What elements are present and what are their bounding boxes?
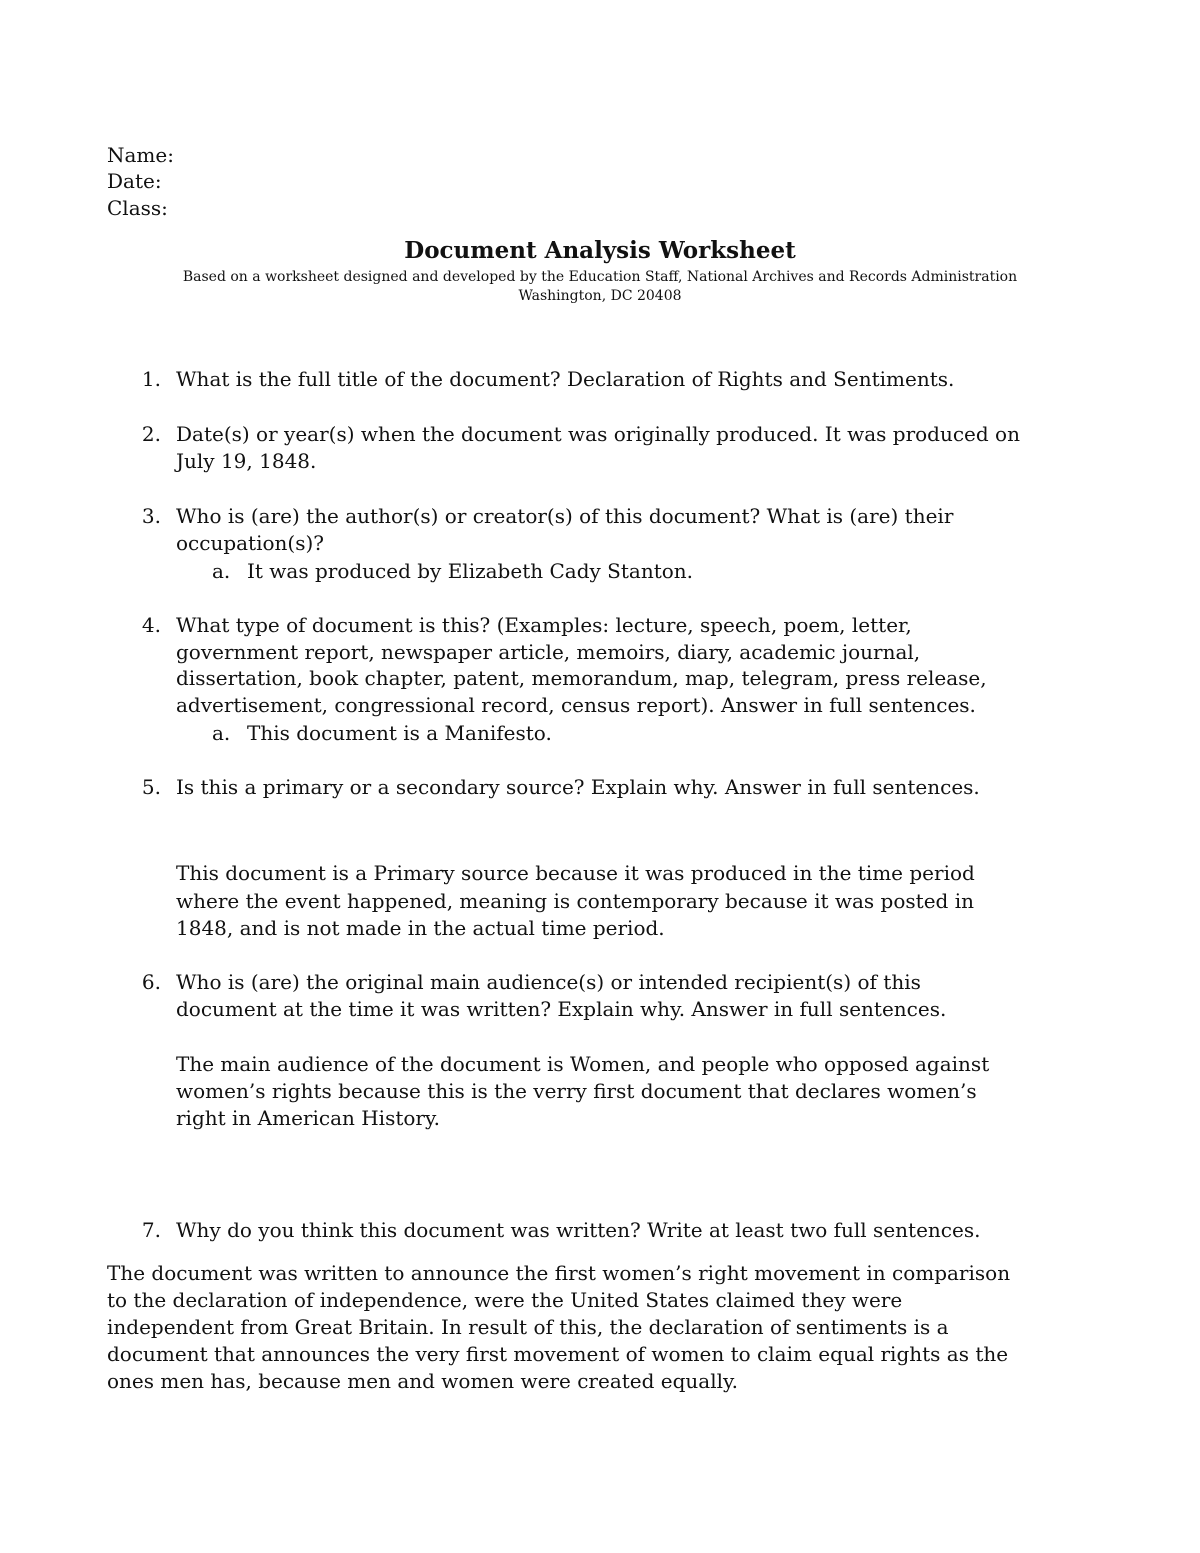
question-3-text-line-1: Who is (are) the author(s) or creator(s) of this document? What is (are) their xyxy=(176,504,954,528)
question-7-text: Why do you think this document was written? Write at least two full sentences. xyxy=(176,1218,981,1242)
question-2-number: 2. xyxy=(141,422,161,446)
question-1-text: What is the full title of the document? Declaration of Rights and Sentiments. xyxy=(176,367,955,391)
page-title: Document Analysis Worksheet xyxy=(404,237,796,264)
question-2-text-line-2: July 19, 1848. xyxy=(176,449,317,473)
name-label: Name: xyxy=(107,143,174,167)
date-label: Date: xyxy=(107,169,162,193)
question-5-answer-line-1: This document is a Primary source because it was produced in the time period xyxy=(176,861,975,885)
question-6-number: 6. xyxy=(141,970,161,994)
question-6-answer-line-1: The main audience of the document is Women, and people who opposed against xyxy=(176,1052,990,1076)
question-2-text-line-1: Date(s) or year(s) when the document was originally produced. It was produced on xyxy=(176,422,1020,446)
subtitle-line-1: Based on a worksheet designed and developed by the Education Staff, National Archives and Records Administration xyxy=(182,269,1018,285)
question-7-answer-line-4: document that announces the very first movement of women to claim equal rights as the xyxy=(107,1342,1009,1366)
question-4-text-line-1: What type of document is this? (Examples: lecture, speech, poem, letter, xyxy=(176,613,912,637)
question-6-answer-line-2: women’s rights because this is the verry first document that declares women’s xyxy=(176,1079,977,1103)
question-6-text-line-2: document at the time it was written? Explain why. Answer in full sentences. xyxy=(176,997,947,1021)
question-5-number: 5. xyxy=(141,775,161,799)
question-3-number: 3. xyxy=(141,504,161,528)
question-4-answer: This document is a Manifesto. xyxy=(247,721,552,745)
question-6-text-line-1: Who is (are) the original main audience(s) or intended recipient(s) of this xyxy=(176,970,921,994)
question-5-answer-line-2: where the event happened, meaning is contemporary because it was posted in xyxy=(176,889,974,913)
question-4-text-line-3: dissertation, book chapter, patent, memorandum, map, telegram, press release, xyxy=(176,666,987,690)
question-7-number: 7. xyxy=(141,1218,161,1242)
question-7-answer-line-2: to the declaration of independence, were the United States claimed they were xyxy=(107,1288,903,1312)
question-3-text-line-2: occupation(s)? xyxy=(176,531,324,555)
question-4-sub-letter: a. xyxy=(212,721,231,745)
question-4-text-line-2: government report, newspaper article, memoirs, diary, academic journal, xyxy=(176,640,921,664)
question-4-number: 4. xyxy=(141,613,161,637)
question-5-text: Is this a primary or a secondary source? Explain why. Answer in full sentences. xyxy=(176,775,980,799)
question-6-answer-line-3: right in American History. xyxy=(176,1106,440,1130)
question-3-answer: It was produced by Elizabeth Cady Stanton. xyxy=(247,559,694,583)
question-4-text-line-4: advertisement, congressional record, census report). Answer in full sentences. xyxy=(176,693,976,717)
question-7-answer-line-5: ones men has, because men and women were created equally. xyxy=(107,1369,739,1393)
question-5-answer-line-3: 1848, and is not made in the actual time period. xyxy=(176,916,665,940)
subtitle-line-2: Washington, DC 20408 xyxy=(518,288,682,304)
class-label: Class: xyxy=(107,196,168,220)
question-7-answer-line-1: The document was written to announce the first women’s right movement in comparison xyxy=(107,1261,1011,1285)
question-1-number: 1. xyxy=(141,367,161,391)
question-3-sub-letter: a. xyxy=(212,559,231,583)
question-7-answer-line-3: independent from Great Britain. In result of this, the declaration of sentiments is a xyxy=(107,1315,949,1339)
